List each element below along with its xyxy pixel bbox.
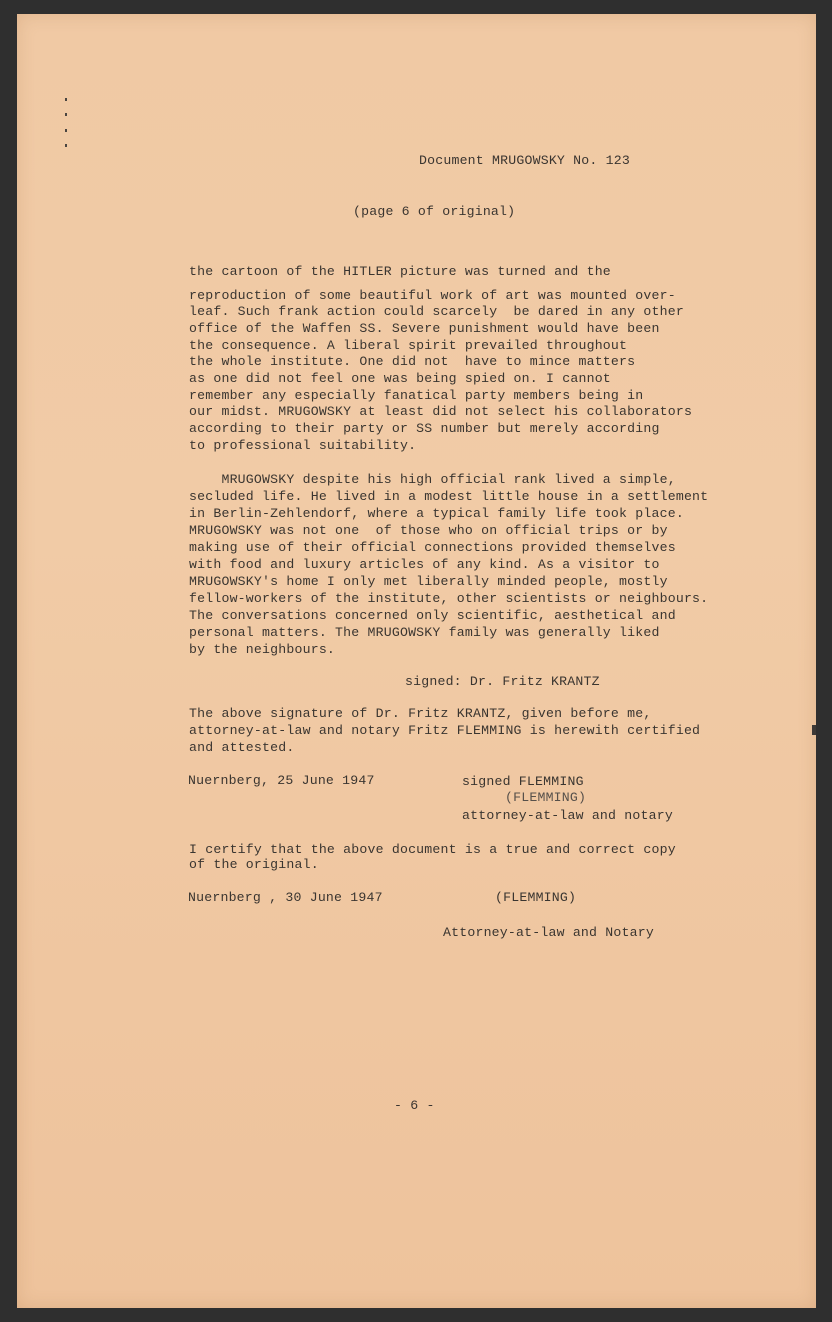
certification-paragraph	[189, 706, 701, 766]
text-line: MRUGOWSKY's home I only met liberally minded people, mostly	[189, 574, 668, 589]
flemming-name: (FLEMMING)	[505, 790, 587, 805]
text-line: as one did not feel one was being spied on. I cannot	[189, 371, 611, 386]
text-line: by the neighbours.	[189, 642, 336, 657]
place-date-first: Nuernberg, 25 June 1947	[188, 773, 375, 788]
signed-flemming: signed FLEMMING	[462, 774, 584, 789]
margin-mark	[65, 113, 67, 116]
text-line: the consequence. A liberal spirit prevailed throughout	[189, 338, 628, 353]
attorney-title: Attorney-at-law and Notary	[443, 925, 654, 940]
flemming-name-second: (FLEMMING)	[495, 890, 577, 905]
text-line: to professional suitability.	[189, 438, 417, 453]
text-line: reproduction of some beautiful work of art was mounted over-	[189, 288, 676, 303]
edge-mark	[812, 725, 816, 735]
text-line: remember any especially fanatical party members being in	[189, 388, 644, 403]
text-line: secluded life. He lived in a modest little house in a settlement	[189, 489, 709, 504]
document-reference: Document MRUGOWSKY No. 123	[419, 153, 630, 168]
text-line: with food and luxury articles of any kind. As a visitor to	[189, 557, 660, 572]
notary-title: attorney-at-law and notary	[462, 808, 673, 823]
text-line: I certify that the above document is a true and correct copy	[189, 842, 676, 857]
text-line: MRUGOWSKY despite his high official rank lived a simple,	[189, 472, 676, 487]
place-date-second: Nuernberg , 30 June 1947	[188, 890, 383, 905]
text-line: the whole institute. One did not have to mince matters	[189, 354, 636, 369]
text-line: leaf. Such frank action could scarcely be dared in any other	[189, 304, 684, 319]
text-line: our midst. MRUGOWSKY at least did not select his collaborators	[189, 404, 693, 419]
text-line: fellow-workers of the institute, other scientists or neighbours.	[189, 591, 709, 606]
paragraph-1	[189, 264, 693, 453]
page-number: - 6 -	[394, 1098, 435, 1113]
text-line: of the original.	[189, 857, 319, 872]
margin-mark	[65, 98, 67, 101]
text-line: making use of their official connections provided themselves	[189, 540, 676, 555]
text-line: personal matters. The MRUGOWSKY family was generally liked	[189, 625, 660, 640]
copy-certification	[189, 842, 676, 887]
text-line: in Berlin-Zehlendorf, where a typical family life took place.	[189, 506, 684, 521]
margin-mark	[65, 144, 67, 147]
margin-mark	[65, 129, 67, 132]
original-page-note: (page 6 of original)	[353, 204, 516, 219]
text-line: and attested.	[189, 740, 295, 755]
text-line: attorney-at-law and notary Fritz FLEMMING is herewith certified	[189, 723, 701, 738]
paragraph-2	[189, 472, 709, 657]
text-line: according to their party or SS number but merely according	[189, 421, 660, 436]
text-line: MRUGOWSKY was not one of those who on official trips or by	[189, 523, 668, 538]
text-line: The conversations concerned only scientific, aesthetical and	[189, 608, 676, 623]
text-line: The above signature of Dr. Fritz KRANTZ, given before me,	[189, 706, 652, 721]
text-line: office of the Waffen SS. Severe punishment would have been	[189, 321, 660, 336]
text-line: the cartoon of the HITLER picture was turned and the	[189, 264, 611, 279]
krantz-signature-line: signed: Dr. Fritz KRANTZ	[405, 674, 600, 689]
